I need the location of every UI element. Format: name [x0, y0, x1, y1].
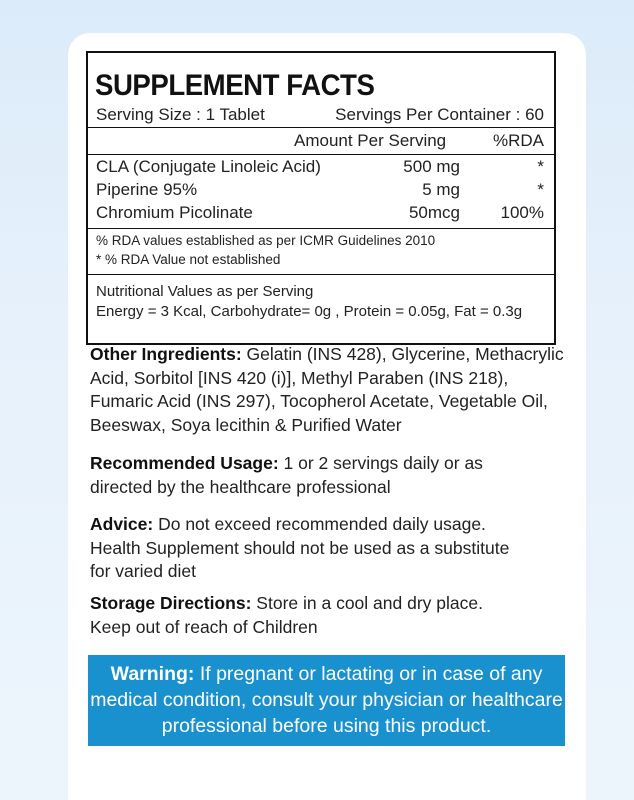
- recommended-usage: [90, 452, 510, 499]
- other-ingredients-text: Gelatin (INS 428), Glycerine, Methacrylic Acid, Sorbitol [INS 420 (i)], Methyl Paraben (INS 218), Fumaric Acid (INS 297), Tocopherol Acetate, Vegetable Oil, Beeswax, Soya lecithin & Purified Water: [90, 344, 564, 435]
- supplement-facts-table: [86, 51, 556, 345]
- ingredient-name: Piperine 95%: [96, 180, 198, 199]
- divider: [88, 154, 554, 155]
- other-ingredients-label: Other Ingredients:: [90, 344, 242, 364]
- serving-size: Serving Size : 1 Tablet: [96, 105, 265, 124]
- header-rda: %RDA: [492, 131, 544, 150]
- divider: [88, 228, 554, 229]
- advice: [90, 513, 510, 584]
- warning-text: If pregnant or lactating or in case of any medical condition, consult your physician or healthcare professional before using this product.: [90, 663, 563, 737]
- recommended-usage-label: Recommended Usage:: [90, 453, 279, 473]
- storage-label: Storage Directions:: [90, 593, 252, 613]
- ingredient-amount: 5 mg: [422, 180, 460, 199]
- facts-title: SUPPLEMENT FACTS: [95, 69, 375, 102]
- rda-note: % RDA values established as per ICMR Guidelines 2010: [96, 233, 436, 248]
- ingredient-rda: 100%: [500, 203, 544, 222]
- advice-text: Do not exceed recommended daily usage. Health Supplement should not be used as a substitute for varied diet: [90, 514, 510, 581]
- storage-directions: [90, 592, 510, 639]
- storage-text: Store in a cool and dry place. Keep out of reach of Children: [90, 593, 483, 637]
- nutritional-title: Nutritional Values as per Serving: [96, 283, 314, 300]
- ingredient-rda: *: [537, 157, 544, 176]
- divider: [88, 274, 554, 275]
- divider: [88, 127, 554, 128]
- nutritional-values: Energy = 3 Kcal, Carbohydrate= 0g , Protein = 0.05g, Fat = 0.3g: [96, 303, 523, 320]
- recommended-usage-text: 1 or 2 servings daily or as directed by the healthcare professional: [90, 453, 483, 497]
- ingredient-name: Chromium Picolinate: [96, 203, 253, 222]
- ingredient-rda: *: [537, 180, 544, 199]
- label-card: [68, 33, 586, 800]
- ingredient-amount: 50mcg: [408, 203, 460, 222]
- ingredient-name: CLA (Conjugate Linoleic Acid): [96, 157, 321, 176]
- servings-per-container: Servings Per Container : 60: [335, 105, 544, 124]
- rda-not-established-note: * % RDA Value not established: [96, 252, 281, 267]
- advice-label: Advice:: [90, 514, 154, 534]
- other-ingredients: [90, 343, 570, 437]
- warning-box: [88, 655, 565, 746]
- warning-label: Warning:: [110, 663, 195, 685]
- ingredient-amount: 500 mg: [403, 157, 460, 176]
- header-amount: Amount Per Serving: [294, 131, 447, 150]
